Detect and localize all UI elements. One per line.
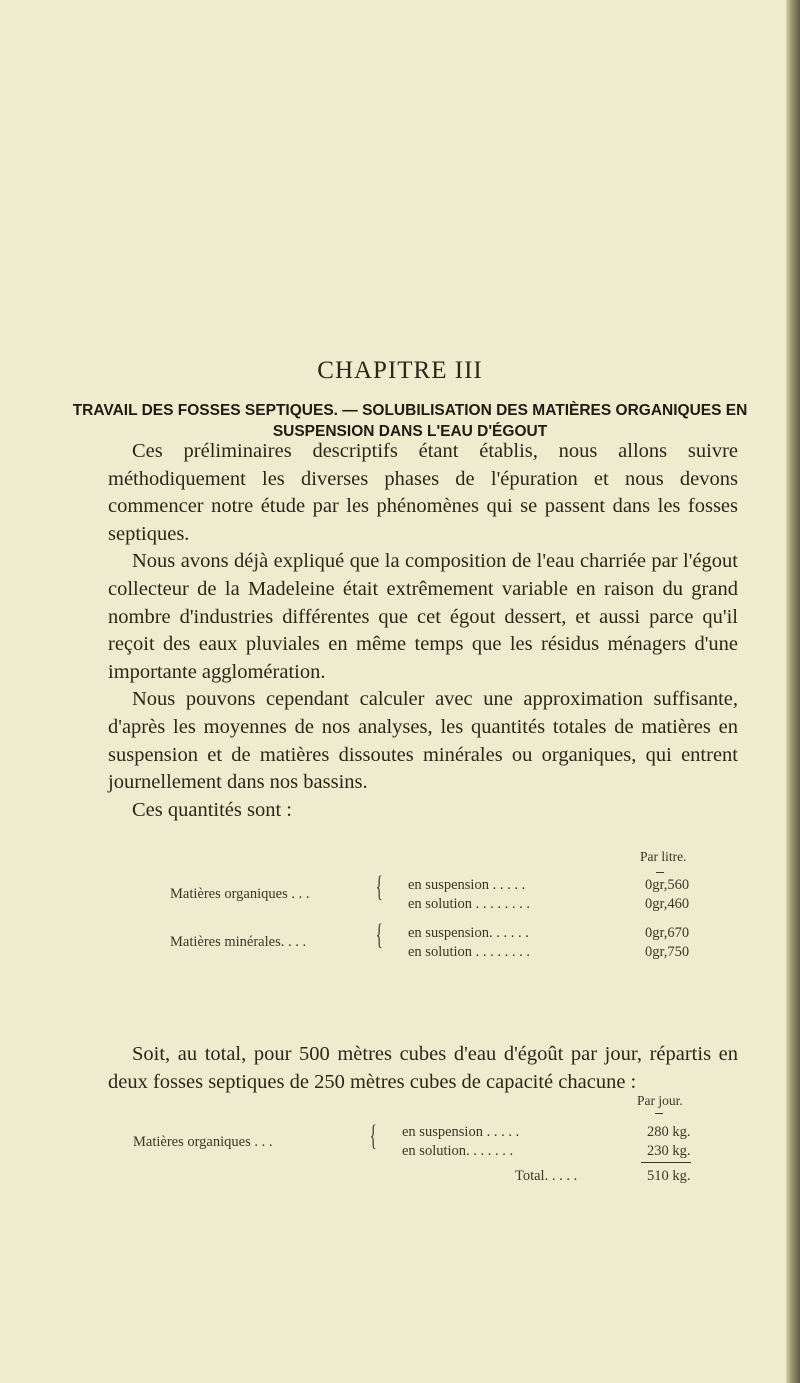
group-label: Matières organiques . . . <box>170 886 310 902</box>
section-title: TRAVAIL DES FOSSES SEPTIQUES. — SOLUBILISATION DES MATIÈRES ORGANIQUES EN SUSPENSION DANS L'EAU D'ÉGOUT <box>72 402 748 440</box>
item-label: en suspension . . . . . <box>402 1124 520 1140</box>
item-label: en suspension . . . . . <box>408 877 526 893</box>
item-label: en solution. . . . . . . <box>402 1143 514 1159</box>
total-label: Total. . . . . <box>515 1168 578 1184</box>
group-label: Matières organiques . . . <box>133 1134 273 1150</box>
brace: { <box>369 1119 377 1152</box>
divider <box>656 872 664 873</box>
paragraph: Ces quantités sont : <box>132 798 293 821</box>
item-value: 0gr,460 <box>645 896 690 912</box>
divider <box>655 1113 663 1114</box>
chapter-title: CHAPITRE III <box>317 357 483 384</box>
item-value: 0gr,560 <box>645 877 690 893</box>
body-text <box>108 438 738 824</box>
brace: { <box>375 918 383 951</box>
total-value: 510 kg. <box>647 1168 691 1184</box>
item-value: 230 kg. <box>647 1143 691 1159</box>
paragraph: Ces préliminaires descriptifs étant établis, nous allons suivre méthodiquement les diverses phases de l'épuration et nous devons commencer notre étude par les phénomènes qui se passent dans les fosses septiques. <box>108 440 738 545</box>
paragraph: Nous avons déjà expliqué que la composition de l'eau charriée par l'égout collecteur de la Madeleine était extrêmement variable en raison du grand nombre d'industries différentes que cet égout dessert, et aussi parce qu'il reçoit des eaux pluviales en même temps que les résidus ménagers d'une importante agglomération. <box>108 550 738 683</box>
total-rule <box>641 1162 691 1163</box>
item-label: en suspension. . . . . . <box>408 925 529 941</box>
column-header: Par jour. <box>637 1093 683 1108</box>
paragraph: Nous pouvons cependant calculer avec une approximation suffisante, d'après les moyennes de nos analyses, les quantités totales de matières en suspension et de matières dissoutes minérales ou organiques, qui entrent journellement dans nos bassins. <box>108 688 738 794</box>
brace: { <box>375 870 383 903</box>
item-value: 0gr,750 <box>645 944 690 960</box>
group-label: Matières minérales. . . . <box>170 934 307 950</box>
scan-edge <box>786 0 800 1383</box>
item-label: en solution . . . . . . . . <box>408 896 531 912</box>
column-header: Par litre. <box>640 849 687 864</box>
paragraph: Soit, au total, pour 500 mètres cubes d'eau d'égoût par jour, répartis en deux fosses septiques de 250 mètres cubes de capacité chacune : <box>108 1043 738 1093</box>
item-label: en solution . . . . . . . . <box>408 944 531 960</box>
item-value: 0gr,670 <box>645 925 690 941</box>
item-value: 280 kg. <box>647 1124 691 1140</box>
